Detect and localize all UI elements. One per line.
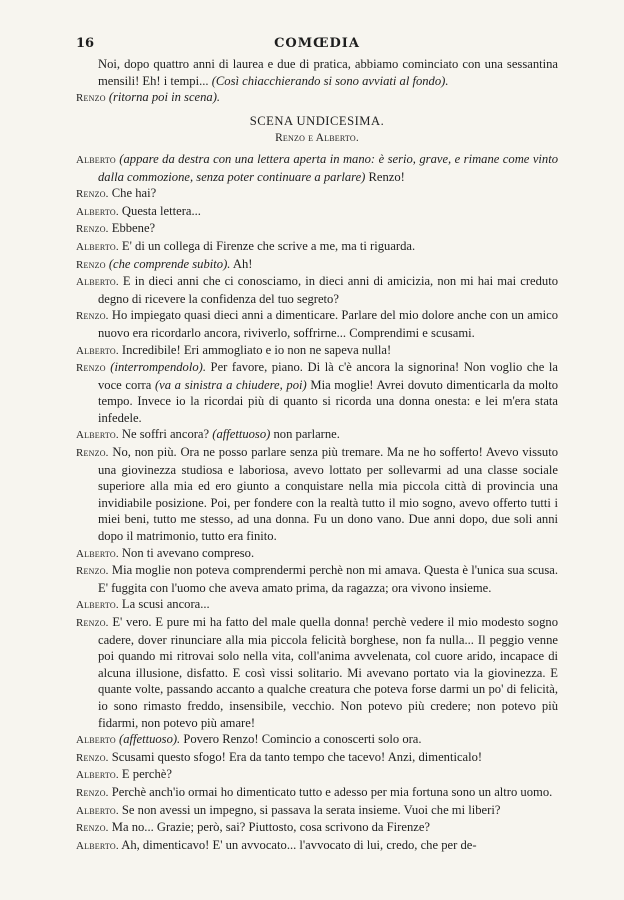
speaker-name: Alberto. <box>76 769 119 782</box>
speaker-name: Alberto. <box>76 547 119 560</box>
speaker-name: Alberto. <box>76 344 119 357</box>
page-number: 16 <box>76 36 95 51</box>
dialogue-line: Alberto (affettuoso). Povero Renzo! Comincio a conoscerti solo ora. <box>76 732 422 747</box>
speaker-name: Alberto <box>76 153 116 166</box>
running-title: COMŒDIA <box>274 36 360 51</box>
speaker-name: Renzo. <box>76 447 109 460</box>
dialogue-line: Alberto. E in dieci anni che ci conosciamo, in dieci anni di amicizia, non mi hai mai creduto degno di ricevere la confidenza del tuo segreto? <box>76 274 558 306</box>
speaker-name: Alberto. <box>76 804 119 817</box>
speaker-name: Renzo <box>76 362 106 375</box>
dialogue-line: Renzo. Mia moglie non poteva comprendermi perchè non mi amava. Questa è l'unica sua scusa. E' fuggita con l'uomo che aveva amato prima, da ragazza; ora vivono insieme. <box>76 563 558 595</box>
dialogue-line: Renzo. Che hai? <box>76 186 157 201</box>
speaker-name: Renzo. <box>76 223 109 236</box>
dialogue-line: Renzo (che comprende subito). Ah! <box>76 256 253 271</box>
dialogue-line: Alberto. E' di un collega di Firenze che scrive a me, ma ti riguarda. <box>76 238 416 253</box>
dialogue-line: Renzo. Scusami questo sfogo! Era da tanto tempo che tacevo! Anzi, dimenticalo! <box>76 749 483 764</box>
dialogue-line: Renzo. E' vero. E pure mi ha fatto del male quella donna! perchè vedere il mio modesto sogno cadere, dover rinunciare alla mia piccola felicità borghese, non fa nulla... Il peggio venne poi quando mi ritrovai solo nella vita, coll'anima avvelenata, col cuore arido, incapace di alcuna illusione, disfatto. E così vissi solitario. Mi avevano portato via la giovinezza. E quante volte, passando accanto a qualche creatura che poteva forse darmi un po' di felicità, io sono rimasto freddo, insensibile, vecchio. Non potevo più credere; non potevo più fidarmi, non potevo più amare! <box>76 615 558 730</box>
speaker-name: Renzo <box>76 258 106 271</box>
dialogue-line: Alberto. Ah, dimenticavo! E' un avvocato... l'avvocato di lui, credo, che per de- <box>76 837 477 852</box>
continued-paragraph: Noi, dopo quattro anni di laurea e due di pratica, abbiamo cominciato con una sessantina mensili! Eh! i tempi... (Così chiacchierando si sono avviati al fondo). <box>98 57 558 88</box>
page-body <box>76 56 558 854</box>
speaker-name: Renzo. <box>76 188 109 201</box>
dialogue-line: Alberto. La scusi ancora... <box>76 597 210 612</box>
speaker-name: Alberto. <box>76 839 119 852</box>
dialogue-line: Renzo. Ebbene? <box>76 221 156 236</box>
speaker-name: Renzo. <box>76 617 109 629</box>
speaker-name: Alberto <box>76 734 116 747</box>
page-header <box>76 36 558 56</box>
dialogue-line: Renzo (ritorna poi in scena). <box>76 90 221 105</box>
dialogue-line: Alberto (appare da destra con una lettera aperta in mano: è serio, grave, e rimane come vinto dalla commozione, senza poter continuare a parlare) Renzo! <box>76 151 559 184</box>
dialogue-line: Renzo (interrompendolo). Per favore, piano. Di là c'è ancora la signorina! Non voglio che la voce corra (va a sinistra a chiudere, poi) Mia moglie! Avrei dovuto dimenticarla da molto tempo. Invece io la ricordai più di quanto si ricorda una donna onesta: e lei m'era stata infedele. <box>76 360 558 425</box>
dialogue-line: Renzo. Ho impiegato quasi dieci anni a dimenticare. Parlare del mio dolore anche con un amico nuovo era ricordarlo ancora, riviverlo, soffrirne... Comprendimi e scusami. <box>76 308 558 340</box>
dialogue-line: Renzo. Perchè anch'io ormai ho dimenticato tutto e adesso per mia fortuna sono un altro uomo. <box>76 784 553 799</box>
dialogue-line: Renzo. Ma no... Grazie; però, sai? Piuttosto, cosa scrivono da Firenze? <box>76 820 431 835</box>
speaker-name: Renzo. <box>76 822 109 835</box>
speaker-name: Renzo. <box>76 786 109 799</box>
speaker-name: Alberto. <box>76 429 119 442</box>
dialogue-line: Renzo. No, non più. Ora ne posso parlare senza più tremare. Ma ne ho sofferto! Avevo vissuto una giovinezza studiosa e laboriosa, avevo lottato per sollevarmi ad una classe sociale superiore alla mia ed ero giunto a conquistare nella mia piccola città di provincia una invidiabile posizione. Poi, per fondere con la realtà tutto il mio sogno, avevo offerto tutti i miei beni, tutto me stesso, ad una donna. Fu un dono vano. Due anni dopo, due soli anni dopo il matrimonio, tutto era finito. <box>76 445 558 544</box>
speaker-name: Renzo. <box>76 751 109 764</box>
dialogue-line: Alberto. Ne soffri ancora? (affettuoso) non parlarne. <box>76 427 340 442</box>
scene-characters: Renzo e Alberto. <box>275 132 359 145</box>
dialogue-line: Alberto. Questa lettera... <box>76 203 201 218</box>
dialogue-line: Alberto. Incredibile! Eri ammogliato e io non ne sapeva nulla! <box>76 342 392 357</box>
speaker-name: Renzo. <box>76 565 109 578</box>
dialogue-line: Alberto. Non ti avevano compreso. <box>76 545 255 560</box>
speaker-name: Alberto. <box>76 276 119 289</box>
speaker-name: Alberto. <box>76 599 119 612</box>
speaker-name: Alberto. <box>76 240 119 253</box>
speaker-name: Renzo <box>76 92 106 105</box>
speaker-name: Alberto. <box>76 205 119 218</box>
dialogue-line: Alberto. E perchè? <box>76 767 172 782</box>
speaker-name: Renzo. <box>76 310 109 323</box>
scene-heading: SCENA UNDICESIMA. <box>249 113 385 128</box>
dialogue-line: Alberto. Se non avessi un impegno, si passava la serata insieme. Vuoi che mi liberi? <box>76 802 501 817</box>
